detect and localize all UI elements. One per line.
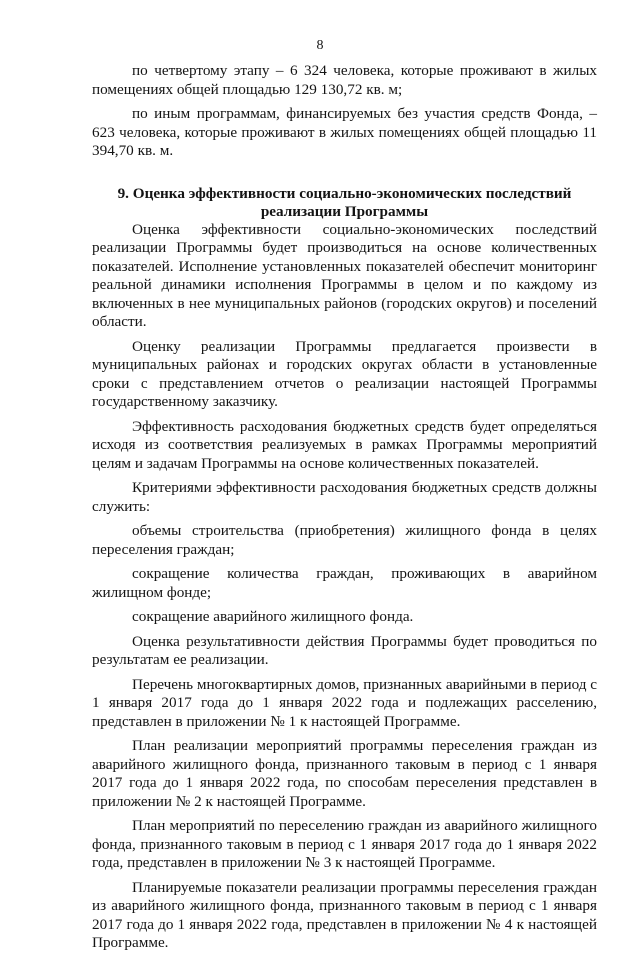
paragraph: План реализации мероприятий программы переселения граждан из аварийного жилищного фонда, признанного таковым в период с 1 января 2017 года до 1 января 2022 года, по способам переселения представлен в приложении № 2 к настоящей Программе. bbox=[92, 737, 597, 810]
document-body bbox=[92, 62, 597, 953]
paragraph: Перечень многоквартирных домов, признанных аварийными в период с 1 января 2017 года до 1 января 2022 года и подлежащих расселению, представлен в приложении № 1 к настоящей Программе. bbox=[92, 675, 597, 730]
paragraph: План мероприятий по переселению граждан из аварийного жилищного фонда, признанного таковым в период с 1 января 2017 года до 1 января 2022 года, представлен в приложении № 3 к настоящей Программе. bbox=[92, 817, 597, 871]
paragraph: Эффективность расходования бюджетных средств будет определяться исходя из соответствия реализуемых в рамках Программы мероприятий целям и задачам Программы на основе количественных показателей. bbox=[92, 417, 597, 472]
paragraph: Оценку реализации Программы предлагается произвести в муниципальных районах и городских округах области в установленные сроки с представлением отчетов о реализации настоящей Программы государственному заказчику. bbox=[92, 337, 597, 410]
intro-paragraph-1: по четвертому этапу – 6 324 человека, которые проживают в жилых помещениях общей площадью 129 130,72 кв. м; bbox=[92, 62, 597, 98]
criteria-item: сокращение количества граждан, проживающих в аварийном жилищном фонде; bbox=[92, 565, 597, 601]
paragraph: Оценка эффективности социально-экономических последствий реализации Программы будет производиться на основе количественных показателей. Исполнение установленных показателей обеспечит мониторинг реальной динамики исполнения Программы в целом и по каждому из включенных в нее муниципальных районов (городских округов) и поселений области. bbox=[92, 220, 597, 330]
paragraph: Планируемые показатели реализации программы переселения граждан из аварийного жилищного фонда, признанного таковым в период с 1 января 2017 года до 1 января 2022 года, представлен в приложении № 4 к настоящей Программе. bbox=[92, 878, 597, 951]
criteria-item: объемы строительства (приобретения) жилищного фонда в целях переселения граждан; bbox=[92, 522, 597, 558]
section-heading-line-2: реализации Программы bbox=[260, 202, 429, 220]
page-number: 8 bbox=[316, 38, 324, 53]
section-heading bbox=[92, 185, 597, 221]
criteria-item: сокращение аварийного жилищного фонда. bbox=[132, 608, 414, 625]
paragraph: Критериями эффективности расходования бюджетных средств должны служить: bbox=[92, 479, 597, 515]
paragraph: Оценка результативности действия Программы будет проводиться по результатам ее реализации. bbox=[92, 632, 597, 668]
section-heading-line-1: 9. Оценка эффективности социально-экономических последствий bbox=[117, 184, 572, 202]
intro-paragraph-2: по иным программам, финансируемых без участия средств Фонда, – 623 человека, которые проживают в жилых помещениях общей площадью 11 394,70 кв. м. bbox=[92, 105, 597, 159]
